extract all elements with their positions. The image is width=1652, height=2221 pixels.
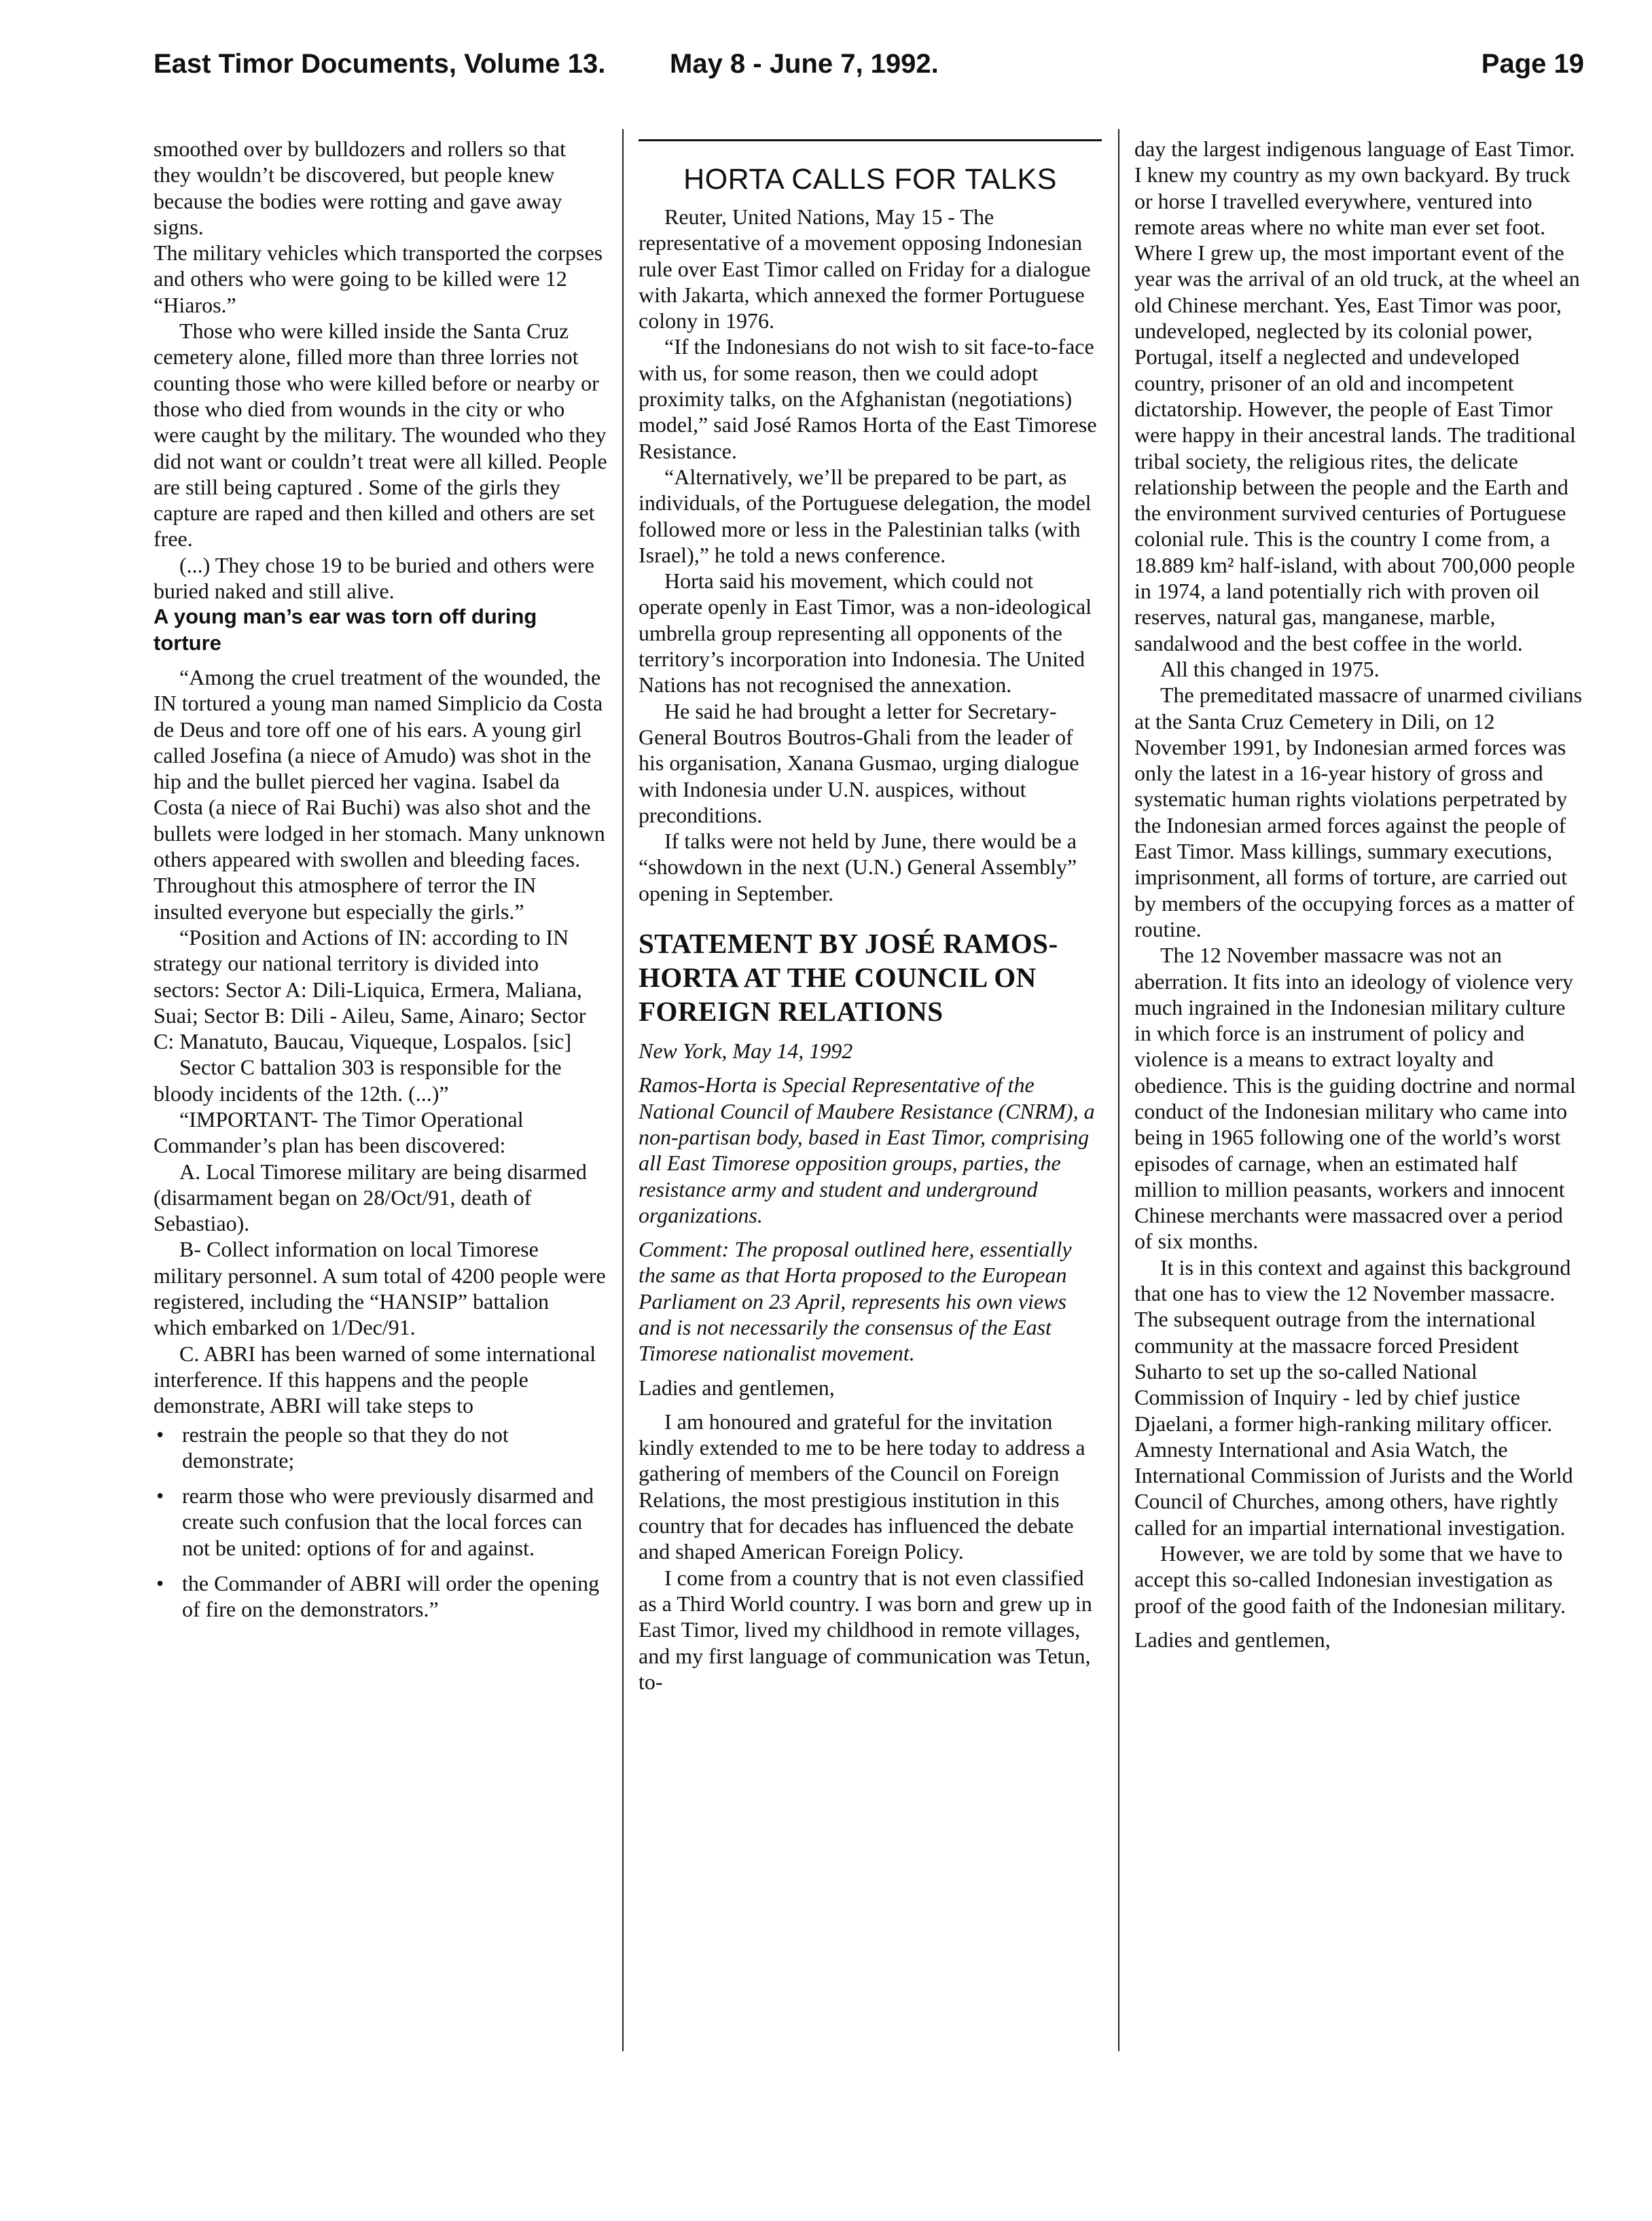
salutation: Ladies and gentlemen, [1134,1627,1331,1652]
paragraph: day the largest indigenous language of East Timor. I knew my country as my own backyard. By truck or horse I travelled everywhere, ventured into remote areas where no white man ever set foot. Where I grew up, the most important event of the year was the arrival of an old truck, at the wheel an old Chinese merchant. Yes, East Timor was poor, undeveloped, neglected by its colonial power, Portugal, itself a neglected and undeveloped country, prisoner of an old and incompetent dictatorship. However, the people of East Timor were happy in their ancestral lands. The traditional tribal society, the religious rites, the delicate relationship between the people and the Earth and the environment survived centuries of Portuguese colonial rule. This is the country I come from, a 18.889 km² half-island, with about 700,000 people in 1974, a land potentially rich with proven oil reserves, natural gas, manganese, marble, sandalwood and the best coffee in the world. [1134,137,1580,655]
bullet-icon: • [156,1483,164,1509]
bullet-icon: • [156,1422,164,1447]
bullet-icon: • [156,1571,164,1596]
paragraph: I am honoured and grateful for the invitation kindly extended to me to be here today to address a gathering of members of the Council on Foreign Relations, the most prestigious institution in this country that for decades has influenced the debate and shaped American Foreign Policy. [639,1409,1085,1564]
column-right [1134,136,1584,1653]
section-subhead: A young man’s ear was torn off during torture [154,604,537,655]
paragraph: “IMPORTANT- The Timor Operational Commander’s plan has been discovered: [154,1106,524,1158]
paragraph: C. ABRI has been warned of some international interference. If this happens and the people demonstrate, ABRI will take steps to [154,1341,596,1418]
article-intro: Ramos-Horta is Special Representative of the National Council of Maubere Resistance (CNRM), a non-partisan body, based in East Timor, comprising all East Timorese opposition groups, parties, the resistance army and student and underground organizations. [639,1072,1095,1227]
list-item: • rearm those who were previously disarmed and create such confusion that the local forces can not be united: options of for and against. [156,1483,594,1560]
running-header [154,49,1584,96]
page-number: Page 19 [1481,49,1584,79]
paragraph: However, we are told by some that we have to accept this so-called Indonesian investigation as proof of the good faith of the Indonesian military. [1134,1541,1566,1618]
bullet-list [154,1422,607,1623]
column-left [154,136,607,1632]
paragraph: B- Collect information on local Timorese military personnel. A sum total of 4200 people were registered, including the “HANSIP” battalion which embarked on 1/Dec/91. [154,1237,606,1340]
paragraph: I come from a country that is not even classified as a Third World country. I was born and grew up in East Timor, lived my childhood in remote villages, and my first language of communication was Tetun, to- [639,1565,1092,1694]
article-headline: HORTA CALLS FOR TALKS [683,163,1057,196]
paragraph: Reuter, United Nations, May 15 - The representative of a movement opposing Indonesian rule over East Timor called on Friday for a dialogue with Jakarta, which annexed the former Portuguese colony in 1976. [639,204,1091,333]
paragraph: It is in this context and against this background that one has to view the 12 November massacre. The subsequent outrage from the international community at the massacre forced President Suharto to set up the so-called National Commission of Inquiry - led by chief justice Djaelani, a former high-ranking military officer. Amnesty International and Asia Watch, the International Commission of Jurists and the World Council of Churches, among others, have rightly called for an impartial international investigation. [1134,1254,1573,1540]
paragraph: Sector C battalion 303 is responsible for the bloody incidents of the 12th. (...)” [154,1055,562,1106]
issue-dates: May 8 - June 7, 1992. [670,49,939,79]
paragraph: He said he had brought a letter for Secretary-General Boutros Boutros-Ghali from the leader of his organisation, Xanana Gusmao, urging dialogue with Indonesia under U.N. auspices, without preconditions. [639,698,1079,827]
paragraph: The 12 November massacre was not an aberration. It fits into an ideology of violence very much ingrained in the Indonesian military culture in which force is an instrument of policy and violence is a means to extract loyalty and obedience. This is the guiding doctrine and normal conduct of the Indonesian military who came into being in 1965 following one of the world’s worst episodes of carnage, when an estimated half million to million peasants, workers and innocent Chinese merchants were massacred over a period of six months. [1134,943,1576,1254]
editor-comment: Comment: The proposal outlined here, essentially the same as that Horta proposed to the European Parliament on 23 April, represents his own views and is not necessarily the consensus of the East Timorese nationalist movement. [639,1237,1072,1366]
paragraph: (...) They chose 19 to be buried and others were buried naked and still alive. [154,552,594,604]
paragraph: If talks were not held by June, there would be a “showdown in the next (U.N.) General Assembly” opening in September. [639,829,1077,905]
list-item: • the Commander of ABRI will order the opening of fire on the demonstrators.” [156,1571,600,1622]
list-item: • restrain the people so that they do not demonstrate; [156,1422,509,1473]
dateline: New York, May 14, 1992 [639,1039,853,1064]
paragraph: Horta said his movement, which could not operate openly in East Timor, was a non-ideological umbrella group representing all opponents of the territory’s incorporation into Indonesia. The United Nations has not recognised the annexation. [639,568,1092,698]
paragraph: “Alternatively, we’ll be prepared to be part, as individuals, of the Portuguese delegation, the model followed more or less in the Palestinian talks (with Israel),” he told a news conference. [639,464,1092,567]
paragraph: Those who were killed inside the Santa Cruz cemetery alone, filled more than three lorries not counting those who were killed before or nearby or those who died from wounds in the city or who were caught by the military. The wounded who they did not want or couldn’t treat were all killed. People are still being captured . Some of the girls they capture are raped and then killed and others are set free. [154,319,607,552]
column-divider-right [1118,129,1119,2051]
salutation: Ladies and gentlemen, [639,1375,835,1400]
paragraph: “Among the cruel treatment of the wounded, the IN tortured a young man named Simplicio da Costa de Deus and tore off one of his ears. A young girl called Josefina (a niece of Amudo) was shot in the hip and the bullet pierced her vagina. Isabel da Costa (a niece of Rai Buchi) was also shot and the bullets were lodged in her stomach. Many unknown others appeared with swollen and bleeding faces. Throughout this atmosphere of terror the IN insulted everyone but especially the girls.” [154,664,605,924]
article-headline: STATEMENT BY JOSÉ RAMOS-HORTA AT THE COUNCIL ON FOREIGN RELATIONS [639,928,1058,1028]
paragraph: A. Local Timorese military are being disarmed (disarmament began on 28/Oct/91, death of Sebastiao). [154,1159,587,1236]
paragraph: All this changed in 1975. [1160,656,1380,681]
paragraph: smoothed over by bulldozers and rollers so that they wouldn’t be discovered, but people knew because the bodies were rotting and gave away signs. [154,137,566,239]
column-divider-left [622,129,624,2051]
paragraph: The military vehicles which transported the corpses and others who were going to be killed were 12 “Hiaros.” [154,240,603,317]
paragraph: “Position and Actions of IN: according to IN strategy our national territory is divided into sectors: Sector A: Dili-Liquica, Ermera, Maliana, Suai; Sector B: Dili - Aileu, Same, Ainaro; Sector C: Manatuto, Baucau, Viqueque, Lospalos. [sic] [154,924,586,1054]
column-middle [639,136,1102,1695]
paragraph: The premeditated massacre of unarmed civilians at the Santa Cruz Cemetery in Dili, on 12 November 1991, by Indonesian armed forces was only the latest in a 16-year history of gross and systematic human rights violations perpetrated by the Indonesian armed forces against the people of East Timor. Mass killings, summary executions, imprisonment, all forms of torture, are carried out by members of the occupying forces as a matter of routine. [1134,683,1583,941]
paragraph: “If the Indonesians do not wish to sit face-to-face with us, for some reason, then we could adopt proximity talks, on the Afghanistan (negotiations) model,” said José Ramos Horta of the East Timorese Resistance. [639,334,1097,463]
publication-title: East Timor Documents, Volume 13. [154,49,606,79]
